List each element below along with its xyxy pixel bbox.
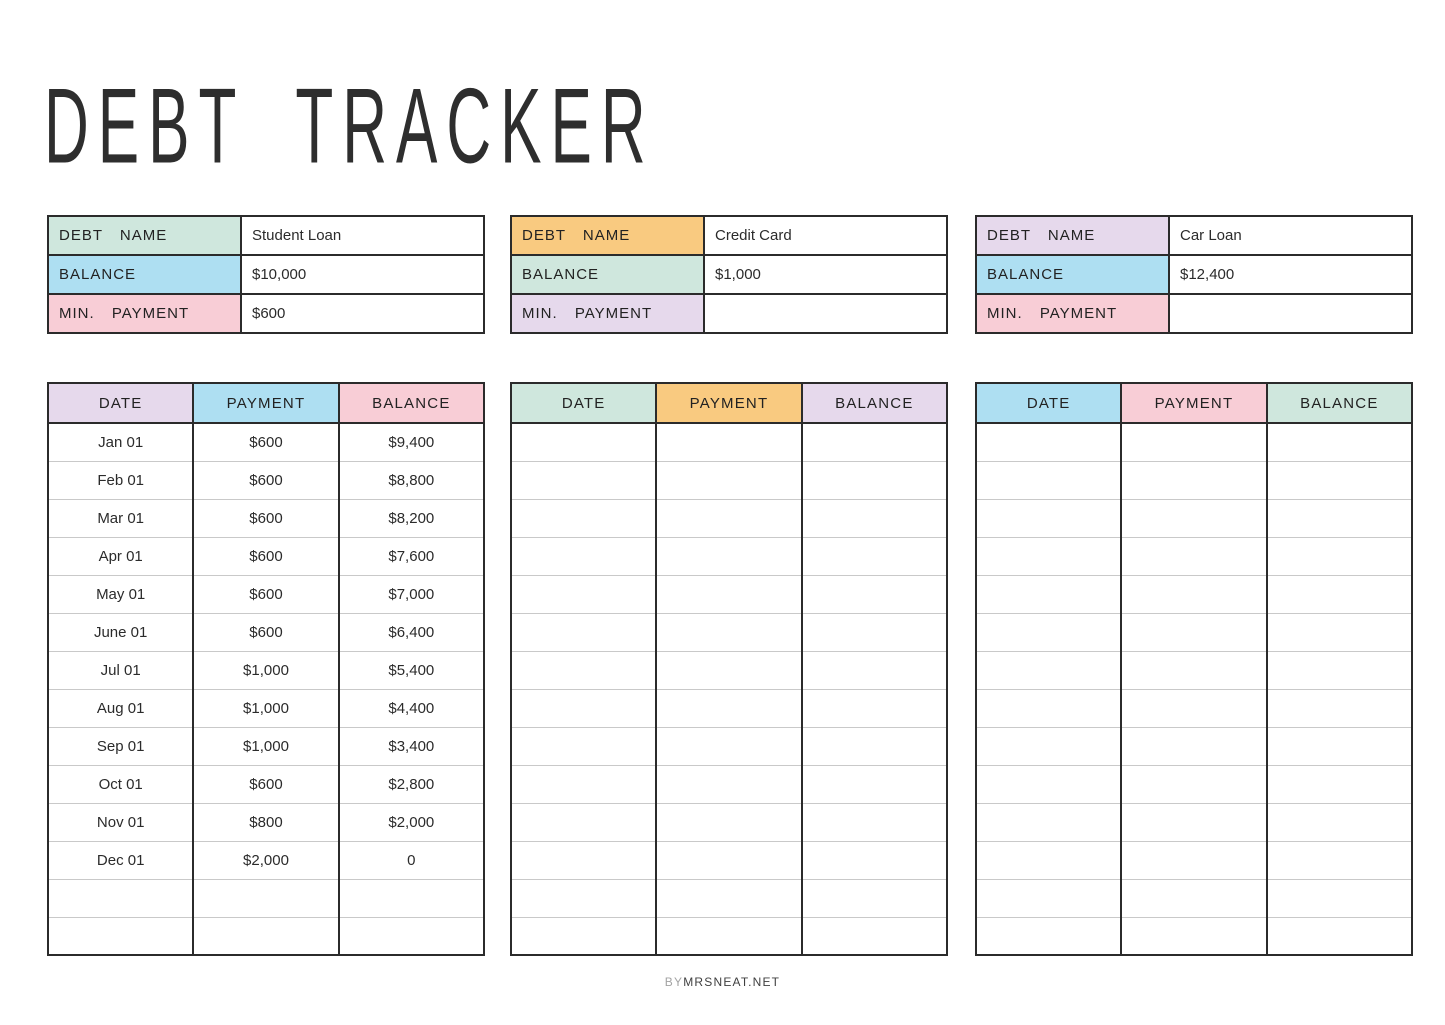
table-header-row: [511, 383, 947, 423]
table-cell: [656, 917, 801, 955]
date-column-header: DATE: [511, 383, 656, 423]
table-cell: [656, 841, 801, 879]
payment-log-table: [510, 382, 948, 956]
table-cell: [802, 499, 947, 537]
min-payment-label: MIN. PAYMENT: [48, 294, 241, 333]
table-cell: $9,400: [339, 423, 484, 461]
table-cell: [976, 651, 1121, 689]
table-cell: [511, 423, 656, 461]
table-cell: [976, 537, 1121, 575]
debt-name-row: [511, 216, 947, 255]
table-cell: $600: [193, 765, 338, 803]
table-cell: [802, 689, 947, 727]
table-cell: [802, 461, 947, 499]
table-cell: [1267, 917, 1412, 955]
table-cell: [656, 765, 801, 803]
table-cell: [511, 689, 656, 727]
table-cell: [48, 917, 193, 955]
table-cell: $4,400: [339, 689, 484, 727]
payment-column-header: PAYMENT: [193, 383, 338, 423]
table-row: [976, 537, 1412, 575]
table-row: [48, 537, 484, 575]
table-cell: Jan 01: [48, 423, 193, 461]
table-cell: [511, 651, 656, 689]
table-cell: $7,600: [339, 537, 484, 575]
page-title: DEBT TRACKER: [44, 67, 655, 187]
table-cell: [802, 575, 947, 613]
table-cell: [193, 879, 338, 917]
table-row: [511, 803, 947, 841]
table-row: [976, 461, 1412, 499]
table-cell: [656, 423, 801, 461]
min-payment-value: [1169, 294, 1412, 333]
table-cell: $7,000: [339, 575, 484, 613]
table-row: [48, 651, 484, 689]
table-row: [976, 727, 1412, 765]
table-cell: [1267, 765, 1412, 803]
table-header-row: [48, 383, 484, 423]
debt-name-label: DEBT NAME: [976, 216, 1169, 255]
table-cell: [1267, 461, 1412, 499]
table-cell: $1,000: [193, 727, 338, 765]
table-cell: [976, 613, 1121, 651]
footer-site-text: MRSNEAT.NET: [683, 975, 781, 989]
min-payment-row: [511, 294, 947, 333]
debt-name-row: [48, 216, 484, 255]
table-cell: [656, 803, 801, 841]
table-cell: [1267, 803, 1412, 841]
table-cell: $600: [193, 575, 338, 613]
table-row: [511, 613, 947, 651]
balance-value: $1,000: [704, 255, 947, 294]
table-row: [48, 879, 484, 917]
table-cell: [1267, 575, 1412, 613]
payment-log-table: [975, 382, 1413, 956]
table-cell: [1121, 499, 1266, 537]
table-cell: $8,800: [339, 461, 484, 499]
table-header-row: [976, 383, 1412, 423]
table-row: [48, 499, 484, 537]
table-cell: June 01: [48, 613, 193, 651]
table-cell: [656, 689, 801, 727]
debt-info-table: [47, 215, 485, 334]
min-payment-label: MIN. PAYMENT: [976, 294, 1169, 333]
table-cell: [656, 727, 801, 765]
table-cell: [976, 803, 1121, 841]
table-cell: [1121, 651, 1266, 689]
table-row: [511, 461, 947, 499]
table-cell: [802, 803, 947, 841]
table-row: [48, 461, 484, 499]
table-cell: Feb 01: [48, 461, 193, 499]
table-cell: [1121, 689, 1266, 727]
debt-name-value: Car Loan: [1169, 216, 1412, 255]
table-cell: [1121, 841, 1266, 879]
balance-row: [511, 255, 947, 294]
debt-section-car-loan: [975, 215, 1413, 956]
table-cell: [1267, 879, 1412, 917]
table-cell: Dec 01: [48, 841, 193, 879]
table-cell: $600: [193, 461, 338, 499]
table-row: [976, 651, 1412, 689]
table-cell: [511, 879, 656, 917]
table-row: [976, 689, 1412, 727]
table-row: [511, 575, 947, 613]
table-cell: Sep 01: [48, 727, 193, 765]
table-cell: 0: [339, 841, 484, 879]
table-cell: [511, 499, 656, 537]
table-cell: [339, 917, 484, 955]
date-column-header: DATE: [48, 383, 193, 423]
table-cell: $2,000: [193, 841, 338, 879]
table-cell: [511, 841, 656, 879]
table-cell: [802, 879, 947, 917]
table-cell: [802, 613, 947, 651]
table-cell: $600: [193, 613, 338, 651]
min-payment-value: [704, 294, 947, 333]
table-cell: [976, 765, 1121, 803]
balance-column-header: BALANCE: [802, 383, 947, 423]
table-cell: [1267, 499, 1412, 537]
debt-info-table: [975, 215, 1413, 334]
payment-log-table: [47, 382, 485, 956]
table-row: [48, 727, 484, 765]
site-credit: [0, 975, 1445, 989]
table-cell: $600: [193, 499, 338, 537]
table-cell: [1121, 765, 1266, 803]
table-row: [976, 613, 1412, 651]
table-cell: [1267, 613, 1412, 651]
table-row: [48, 841, 484, 879]
debt-section-student-loan: [47, 215, 485, 956]
table-cell: [1267, 423, 1412, 461]
balance-value: $10,000: [241, 255, 484, 294]
debt-name-value: Student Loan: [241, 216, 484, 255]
table-cell: [511, 727, 656, 765]
table-cell: Nov 01: [48, 803, 193, 841]
table-cell: $2,800: [339, 765, 484, 803]
table-row: [511, 499, 947, 537]
table-row: [976, 879, 1412, 917]
table-cell: [1121, 727, 1266, 765]
table-cell: [1121, 423, 1266, 461]
table-row: [48, 575, 484, 613]
table-cell: [511, 917, 656, 955]
table-cell: [193, 917, 338, 955]
table-cell: $1,000: [193, 689, 338, 727]
table-cell: [976, 917, 1121, 955]
table-cell: [802, 841, 947, 879]
table-cell: $3,400: [339, 727, 484, 765]
debt-name-label: DEBT NAME: [511, 216, 704, 255]
table-cell: Jul 01: [48, 651, 193, 689]
table-row: [511, 689, 947, 727]
table-row: [48, 803, 484, 841]
table-cell: [1267, 689, 1412, 727]
table-cell: [802, 727, 947, 765]
date-column-header: DATE: [976, 383, 1121, 423]
table-row: [976, 765, 1412, 803]
table-cell: [511, 613, 656, 651]
table-cell: Mar 01: [48, 499, 193, 537]
balance-row: [976, 255, 1412, 294]
table-cell: [976, 461, 1121, 499]
table-cell: [511, 461, 656, 499]
table-cell: [656, 879, 801, 917]
balance-label: BALANCE: [511, 255, 704, 294]
table-row: [511, 537, 947, 575]
table-cell: $800: [193, 803, 338, 841]
table-row: [511, 917, 947, 955]
payment-column-header: PAYMENT: [1121, 383, 1266, 423]
table-cell: [656, 499, 801, 537]
table-cell: [1121, 575, 1266, 613]
table-cell: [976, 499, 1121, 537]
table-cell: $1,000: [193, 651, 338, 689]
table-cell: [1121, 613, 1266, 651]
table-row: [511, 651, 947, 689]
table-cell: [976, 879, 1121, 917]
table-cell: [1121, 803, 1266, 841]
table-row: [976, 575, 1412, 613]
min-payment-label: MIN. PAYMENT: [511, 294, 704, 333]
table-cell: [656, 613, 801, 651]
table-cell: Aug 01: [48, 689, 193, 727]
table-cell: Oct 01: [48, 765, 193, 803]
table-cell: [802, 537, 947, 575]
table-cell: [511, 537, 656, 575]
table-cell: $600: [193, 423, 338, 461]
table-cell: $600: [193, 537, 338, 575]
table-row: [511, 879, 947, 917]
table-row: [48, 765, 484, 803]
table-cell: [976, 727, 1121, 765]
table-cell: [1121, 917, 1266, 955]
table-cell: [976, 841, 1121, 879]
table-cell: [511, 803, 656, 841]
table-cell: Apr 01: [48, 537, 193, 575]
table-cell: [1267, 651, 1412, 689]
table-cell: $8,200: [339, 499, 484, 537]
table-cell: [802, 423, 947, 461]
balance-label: BALANCE: [48, 255, 241, 294]
table-cell: [656, 651, 801, 689]
table-row: [976, 499, 1412, 537]
min-payment-row: [976, 294, 1412, 333]
table-cell: [656, 575, 801, 613]
balance-column-header: BALANCE: [1267, 383, 1412, 423]
debt-name-value: Credit Card: [704, 216, 947, 255]
table-row: [511, 765, 947, 803]
table-cell: [656, 537, 801, 575]
table-row: [511, 727, 947, 765]
table-cell: $2,000: [339, 803, 484, 841]
table-cell: $6,400: [339, 613, 484, 651]
table-row: [976, 423, 1412, 461]
table-cell: [976, 423, 1121, 461]
table-row: [511, 841, 947, 879]
table-row: [976, 841, 1412, 879]
table-cell: [1121, 461, 1266, 499]
table-row: [48, 689, 484, 727]
min-payment-row: [48, 294, 484, 333]
table-cell: [802, 765, 947, 803]
table-cell: [1121, 537, 1266, 575]
debt-info-table: [510, 215, 948, 334]
table-cell: $5,400: [339, 651, 484, 689]
table-row: [976, 917, 1412, 955]
min-payment-value: $600: [241, 294, 484, 333]
footer-by-text: BY: [664, 975, 684, 989]
table-cell: [802, 917, 947, 955]
table-row: [48, 423, 484, 461]
payment-column-header: PAYMENT: [656, 383, 801, 423]
table-cell: [48, 879, 193, 917]
table-cell: [1267, 727, 1412, 765]
table-cell: May 01: [48, 575, 193, 613]
table-row: [48, 917, 484, 955]
table-cell: [976, 575, 1121, 613]
table-cell: [1121, 879, 1266, 917]
debt-name-label: DEBT NAME: [48, 216, 241, 255]
balance-column-header: BALANCE: [339, 383, 484, 423]
debt-section-credit-card: [510, 215, 948, 956]
table-cell: [802, 651, 947, 689]
balance-label: BALANCE: [976, 255, 1169, 294]
table-row: [976, 803, 1412, 841]
table-cell: [511, 765, 656, 803]
debt-name-row: [976, 216, 1412, 255]
table-cell: [1267, 841, 1412, 879]
table-cell: [339, 879, 484, 917]
table-cell: [656, 461, 801, 499]
table-row: [48, 613, 484, 651]
table-cell: [511, 575, 656, 613]
table-cell: [976, 689, 1121, 727]
balance-value: $12,400: [1169, 255, 1412, 294]
table-row: [511, 423, 947, 461]
balance-row: [48, 255, 484, 294]
table-cell: [1267, 537, 1412, 575]
